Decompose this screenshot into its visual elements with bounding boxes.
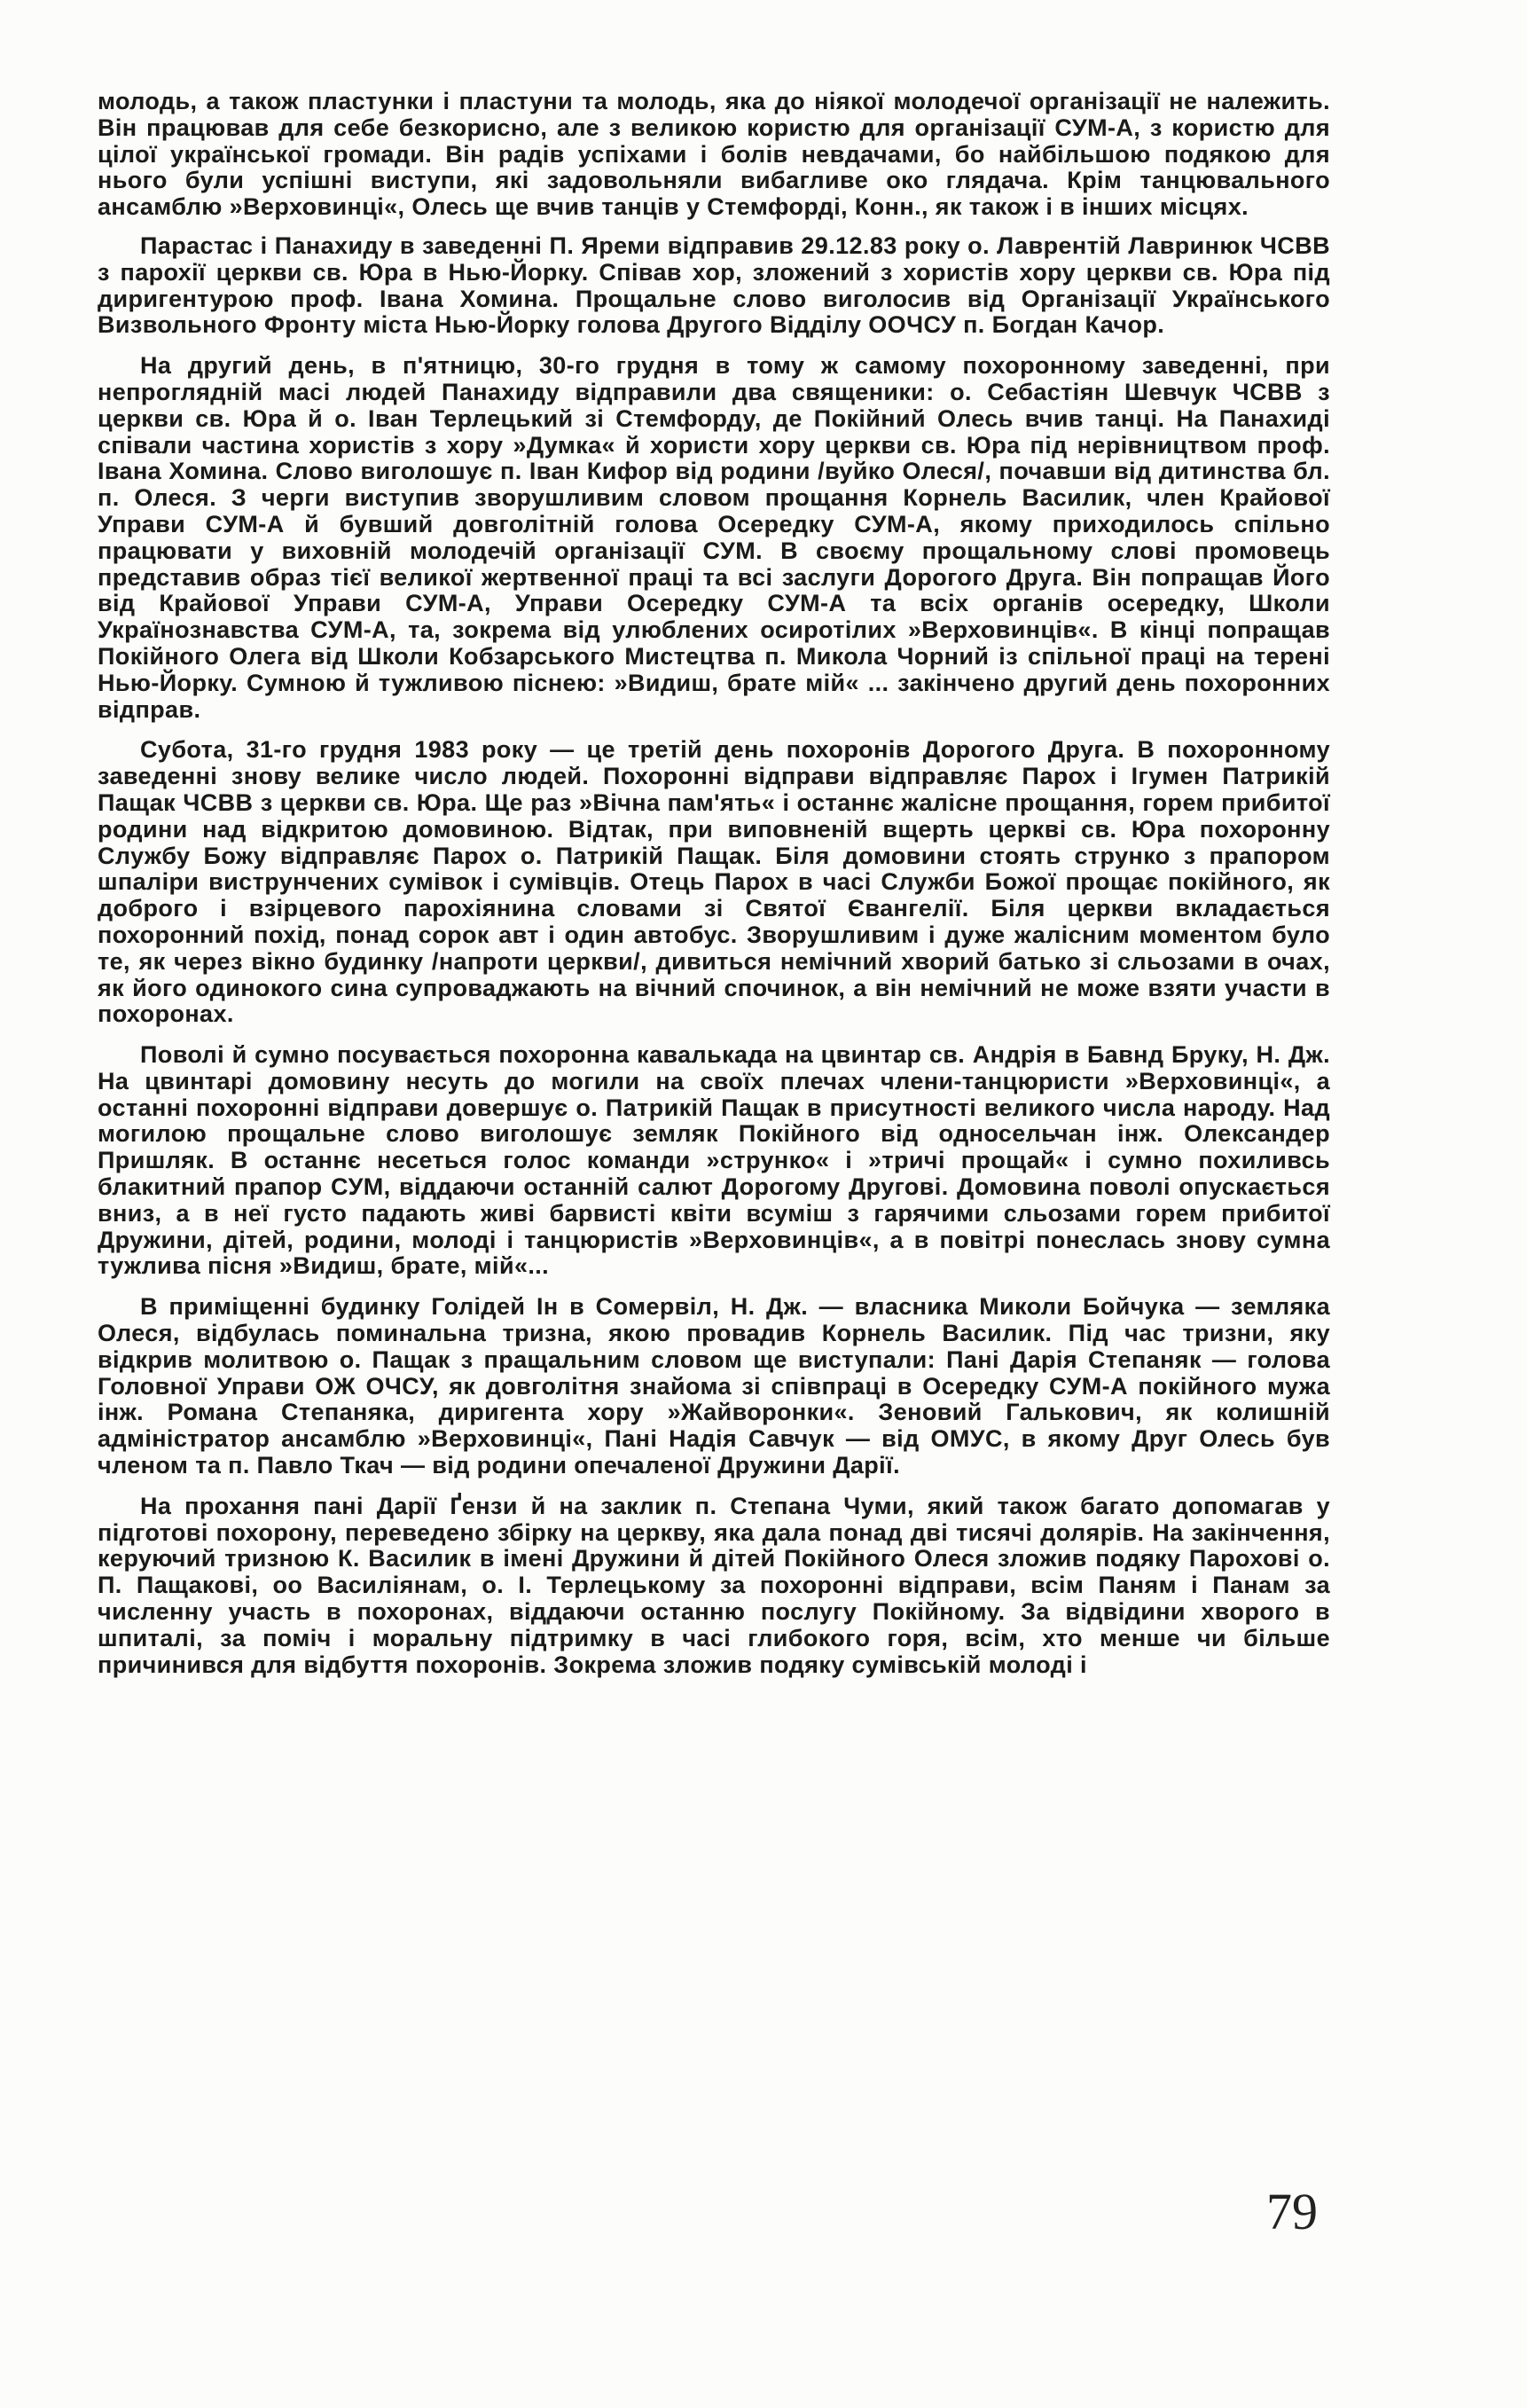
paragraph-2: Парастас і Панахиду в заведенні П. Яреми відправив 29.12.83 року о. Лаврентій Лавринюк ЧСВВ з парохії церкви св. Юра в Нью-Йорку. Співав хор, зложений з хористів хору церкви св. Юра під диригентурою проф. Івана Хомина. Прощальне слово виголосив від Організації Українського Визвольного Фронту міста Нью-Йорку голова Другого Відділу ООЧСУ п. Богдан Качор. bbox=[98, 231, 1330, 339]
paragraph-4: Субота, 31-го грудня 1983 року — це третій день похоронів Дорогого Друга. В похоронному заведенні знову велике число людей. Похоронні відправи відправляє Парох і Ігумен Патрикій Пащак ЧСВВ з церкви св. Юра. Ще раз »Вічна пам'ять« і останнє жалісне прощання, горем прибитої родини над відкритою домовиною. Відтак, при виповненій вщерть церкві св. Юра похоронну Службу Божу відправляє Парох о. Патрикій Пащак. Біля домовини стоять струнко з прапором шпаліри виструнчених сумівок і сумівців. Отець Парох в часі Служби Божої прощає покійного, як доброго і взірцевого парохіянина словами зі Святої Євангелії. Біля церкви вкладається похоронний похід, понад сорок авт і один автобус. Зворушливим і дуже жалісним моментом було те, як через вікно будинку /напроти церкви/, дивиться немічний хворий батько зі сльозами в очах, як його одинокого сина супроваджають на вічний спочинок, а він немічний не може взяти участи в похоронах. bbox=[98, 736, 1330, 1028]
paragraph-5: Поволі й сумно посувається похоронна кавалькада на цвинтар св. Андрія в Бавнд Бруку, Н. Дж. На цвинтарі домовину несуть до могили на своїх плечах члени-танцюристи »Верховинці«, а останні похоронні відправи довершує о. Патрикій Пащак в присутності великого числа народу. Над могилою прощальне слово виголошує земляк Покійного від односельчан інж. Олександер Пришляк. В останнє несеться голос команди »струнко« і »тричі прощай« і сумно похиливсь блакитний прапор СУМ, віддаючи останній салют Дорогому Друговi. Домовина поволі опускається вниз, а в неї густо падають живі барвисті квіти всуміш з гарячими сльозами горем прибитої Дружини, дітей, родини, молоді і танцюристів »Верховинців«, а в повітрі понеслась знову сумна тужлива пісня »Видиш, брате, мій«... bbox=[98, 1041, 1330, 1280]
paragraph-6: В приміщенні будинку Голідей Ін в Сомервіл, Н. Дж. — власника Миколи Бойчука — земляка Олеся, відбулась поминальна тризна, якою провадив Корнель Василик. Під час тризни, яку відкрив молитвою о. Пащак з пращальним словом ще виступали: Пані Дарія Степаняк — голова Головної Управи ОЖ ОЧСУ, як довголітня знайома зі співпраці в Осередку СУМ-А покійного мужа інж. Романа Степаняка, диригента хору »Жайворонки«. Зеновий Галькович, як колишній адміністратор ансамблю »Верховинці«, Пані Надія Савчук — від ОМУС, в якому Друг Олесь був членом та п. Павло Ткач — від родини опечаленої Дружини Дарії. bbox=[98, 1293, 1330, 1479]
paragraph-7: На прохання пані Дарії Ґензи й на заклик п. Степана Чуми, який також багато допомагав у підготові похорону, переведено збірку на церкву, яка дала понад дві тисячі долярів. На закінчення, керуючий тризною К. Василик в імені Дружини й дітей Покійного Олеся зложив подяку Парохові о. П. Пащакові, оо Василіянам, о. І. Терлецькому за похоронні відправи, всім Паням і Панам за численну участь в похоронах, віддаючи останню послугу Покійному. За відвідини хворого в шпиталі, за поміч і моральну підтримку в часі глибокого горя, всім, хто менше чи більше причинився для відбуття похоронів. Зокрема зложив подяку сумівській молоді і bbox=[98, 1492, 1330, 1678]
document-body bbox=[98, 89, 1330, 1678]
page-number: 79 bbox=[1266, 2183, 1318, 2240]
paragraph-3: На другий день, в п'ятницю, 30-го грудня в тому ж самому похоронному заведенні, при непроглядній масі людей Панахиду відправили два священики: о. Себастіян Шевчук ЧСВВ з церкви св. Юра й о. Іван Терлецький зі Стемфорду, де Покійний Олесь вчив танці. На Панахиді співали частина хористів з хору »Думка« й хористи хору церкви св. Юра під нерівництвом проф. Івана Хомина. Слово виголошує п. Іван Кифор від родини /вуйко Олеся/, почавши від дитинства бл. п. Олеся. З черги виступив зворушливим словом прощання Корнель Василик, член Крайової Управи СУМ-А й бувший довголітній голова Осередку СУМ-А, якому приходилось спільно працювати у виховній молодечій організації СУМ. В своєму прощальному слові промовець представив образ тієї великої жертвенної праці та всі заслуги Дорогого Друга. Він попращав Його від Крайової Управи СУМ-А, Управи Осередку СУМ-А та всіх органів осередку, Школи Українознавства СУМ-А, та, зокрема від улюблених осиротілих »Верховинців«. В кінці попращав Покійного Олега від Школи Кобзарського Мистецтва п. Микола Чорний із спільної праці на терені Нью-Йорку. Сумною й тужливою піснею: »Видиш, брате мій« ... закінчено другий день похоронних відправ. bbox=[98, 352, 1330, 723]
paragraph-1: молодь, а також пластунки і пластуни та молодь, яка до ніякої молодечої організації не належить. Він працював для себе безкорисно, але з великою користю для організації СУМ-А, з користю для цілої української громади. Він радів успіхами і болів невдачами, бо найбільшою подякою для нього були успішні виступи, які задовольняли вибагливе око глядача. Крім танцювального ансамблю »Верховинці«, Олесь ще вчив танців у Стемфорді, Конн., як також і в інших місцях. bbox=[98, 88, 1330, 221]
